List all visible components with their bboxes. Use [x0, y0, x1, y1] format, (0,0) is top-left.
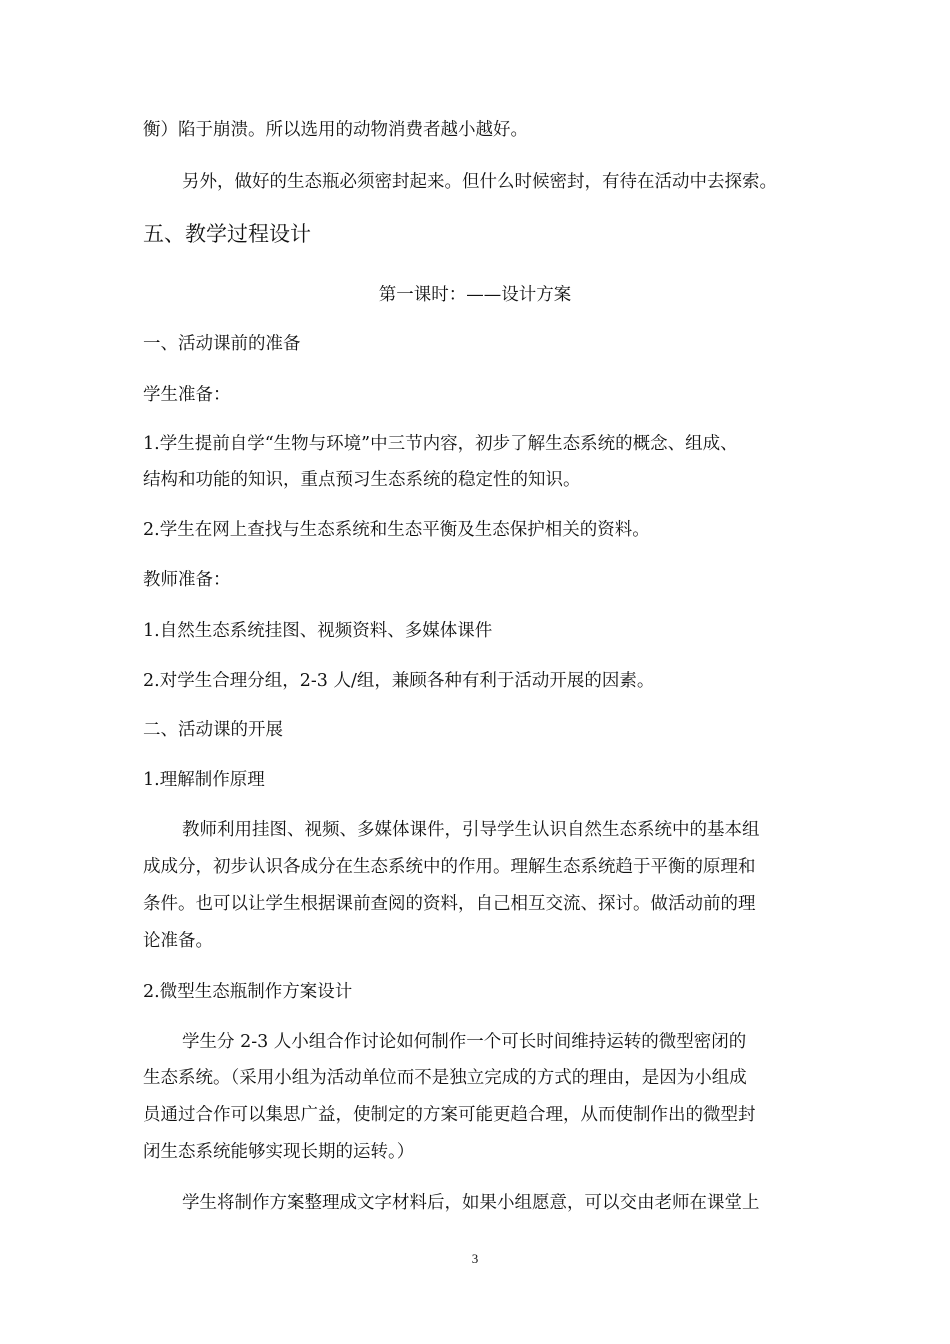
list-item: 2.对学生合理分组，2-3 人/组，兼顾各种有利于活动开展的因素。 — [143, 671, 655, 691]
list-item: 1.自然生态系统挂图、视频资料、多媒体课件 — [143, 621, 493, 641]
subsection-heading: 一、活动课前的准备 — [143, 334, 301, 354]
text-line: 成成分，初步认识各成分在生态系统中的作用。理解生态系统趋于平衡的原理和 — [143, 857, 756, 877]
list-item: 1.学生提前自学“生物与环境”中三节内容，初步了解生态系统的概念、组成、 — [143, 434, 738, 454]
text-line: 论准备。 — [143, 931, 213, 951]
text-line: 学生准备： — [143, 385, 231, 405]
text-line: 衡）陷于崩溃。所以选用的动物消费者越小越好。 — [143, 120, 528, 140]
text-line: 学生分 2-3 人小组合作讨论如何制作一个可长时间维持运转的微型密闭的 — [182, 1032, 747, 1052]
text-line: 闭生态系统能够实现长期的运转。） — [143, 1142, 415, 1162]
text-line: 另外，做好的生态瓶必须密封起来。但什么时候密封，有待在活动中去探索。 — [182, 172, 777, 192]
text-line: 教师准备： — [143, 570, 231, 590]
text-line: 结构和功能的知识，重点预习生态系统的稳定性的知识。 — [143, 470, 581, 490]
section-heading: 五、教学过程设计 — [143, 222, 311, 246]
text-line: 条件。也可以让学生根据课前查阅的资料，自己相互交流、探讨。做活动前的理 — [143, 894, 756, 914]
text-line: 员通过合作可以集思广益，使制定的方案可能更趋合理，从而使制作出的微型封 — [143, 1105, 756, 1125]
lesson-title: 第一课时：——设计方案 — [378, 285, 572, 305]
list-item: 2.微型生态瓶制作方案设计 — [143, 982, 353, 1002]
page-number: 3 — [471, 1251, 479, 1266]
text-line: 学生将制作方案整理成文字材料后，如果小组愿意，可以交由老师在课堂上 — [182, 1193, 760, 1213]
text-line: 生态系统。（采用小组为活动单位而不是独立完成的方式的理由，是因为小组成 — [143, 1068, 747, 1088]
subsection-heading: 二、活动课的开展 — [143, 720, 283, 740]
list-item: 1.理解制作原理 — [143, 770, 265, 790]
list-item: 2.学生在网上查找与生态系统和生态平衡及生态保护相关的资料。 — [143, 520, 650, 540]
text-line: 教师利用挂图、视频、多媒体课件，引导学生认识自然生态系统中的基本组 — [182, 820, 760, 840]
